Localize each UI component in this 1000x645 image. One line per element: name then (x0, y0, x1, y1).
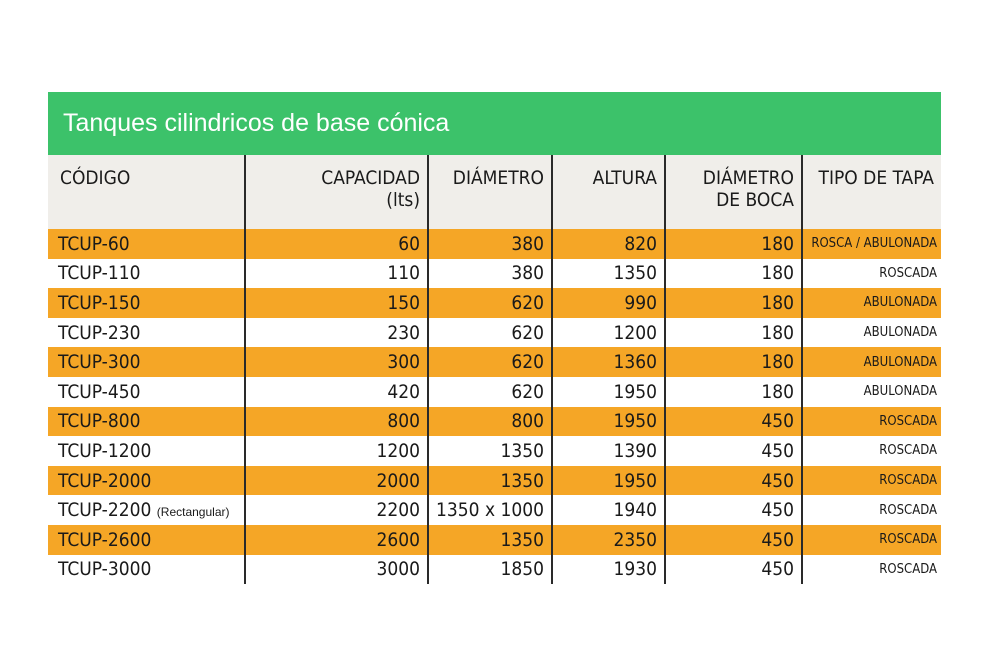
cell-altura: 1360 (552, 347, 665, 377)
cell-diametro: 620 (428, 318, 552, 348)
cell-diametro: 380 (428, 229, 552, 259)
cell-diametro: 620 (428, 347, 552, 377)
cell-capacidad: 2600 (245, 525, 428, 555)
cell-capacidad: 2000 (245, 466, 428, 496)
cell-diametro: 1850 (428, 555, 552, 585)
cell-capacidad: 2200 (245, 495, 428, 525)
codigo-value: TCUP-2000 (58, 469, 152, 492)
cell-codigo (48, 466, 245, 496)
cell-codigo (48, 495, 245, 525)
cell-tipo-tapa: ROSCA / ABULONADA (802, 229, 941, 259)
cell-codigo (48, 229, 245, 259)
cell-codigo (48, 525, 245, 555)
table-row (48, 436, 941, 466)
cell-capacidad: 110 (245, 259, 428, 289)
codigo-value: TCUP-230 (58, 321, 141, 344)
codigo-value: TCUP-150 (58, 291, 141, 314)
cell-diametro-boca: 450 (665, 525, 802, 555)
cell-diametro-boca: 180 (665, 377, 802, 407)
cell-altura: 1950 (552, 377, 665, 407)
header-capacidad-unit: (lts) (386, 189, 420, 211)
table-row (48, 495, 941, 525)
cell-diametro-boca: 450 (665, 436, 802, 466)
cell-diametro: 380 (428, 259, 552, 289)
product-table (48, 155, 941, 584)
cell-codigo (48, 555, 245, 585)
table-row (48, 229, 941, 259)
cell-diametro-boca: 180 (665, 347, 802, 377)
cell-diametro-boca: 450 (665, 466, 802, 496)
cell-diametro: 1350 (428, 525, 552, 555)
cell-tipo-tapa: ROSCADA (802, 436, 941, 466)
cell-diametro: 620 (428, 288, 552, 318)
cell-tipo-tapa: ROSCADA (802, 466, 941, 496)
cell-altura: 820 (552, 229, 665, 259)
header-diametro-boca-line1: DIÁMETRO (702, 167, 794, 189)
cell-altura: 1200 (552, 318, 665, 348)
codigo-value: TCUP-800 (58, 410, 141, 433)
cell-tipo-tapa: ABULONADA (802, 318, 941, 348)
cell-altura: 1940 (552, 495, 665, 525)
codigo-value: TCUP-60 (58, 232, 130, 255)
cell-capacidad: 1200 (245, 436, 428, 466)
cell-altura: 990 (552, 288, 665, 318)
cell-diametro-boca: 450 (665, 407, 802, 437)
header-diametro: DIÁMETRO (428, 155, 552, 229)
product-table-card (48, 92, 941, 584)
header-altura: ALTURA (552, 155, 665, 229)
cell-altura: 1930 (552, 555, 665, 585)
cell-tipo-tapa: ROSCADA (802, 495, 941, 525)
header-diametro-boca-line2: DE BOCA (716, 189, 794, 211)
cell-tipo-tapa: ROSCADA (802, 407, 941, 437)
cell-tipo-tapa: ROSCADA (802, 555, 941, 585)
header-codigo: CÓDIGO (48, 155, 245, 229)
header-tipo-tapa: TIPO DE TAPA (802, 155, 941, 229)
table-body (48, 229, 941, 584)
table-row (48, 347, 941, 377)
header-diametro-boca (665, 155, 802, 229)
cell-diametro: 1350 (428, 436, 552, 466)
cell-codigo (48, 436, 245, 466)
table-row (48, 318, 941, 348)
cell-capacidad: 800 (245, 407, 428, 437)
codigo-value: TCUP-3000 (58, 558, 152, 581)
table-title: Tanques cilindricos de base cónica (48, 92, 941, 155)
codigo-value: TCUP-450 (58, 380, 141, 403)
cell-diametro-boca: 450 (665, 555, 802, 585)
codigo-value: TCUP-300 (58, 351, 141, 374)
codigo-note: (Rectangular) (156, 505, 230, 520)
cell-capacidad: 3000 (245, 555, 428, 585)
cell-tipo-tapa: ROSCADA (802, 259, 941, 289)
cell-tipo-tapa: ABULONADA (802, 377, 941, 407)
cell-diametro-boca: 450 (665, 495, 802, 525)
table-row (48, 525, 941, 555)
cell-altura: 1390 (552, 436, 665, 466)
cell-codigo (48, 259, 245, 289)
cell-tipo-tapa: ABULONADA (802, 347, 941, 377)
cell-diametro-boca: 180 (665, 229, 802, 259)
cell-codigo (48, 318, 245, 348)
table-row (48, 377, 941, 407)
cell-altura: 1350 (552, 259, 665, 289)
cell-capacidad: 60 (245, 229, 428, 259)
codigo-value: TCUP-110 (58, 262, 141, 285)
cell-codigo (48, 377, 245, 407)
table-row (48, 407, 941, 437)
header-capacidad (245, 155, 428, 229)
cell-capacidad: 420 (245, 377, 428, 407)
codigo-value: TCUP-2200 (58, 499, 152, 522)
table-row (48, 259, 941, 289)
table-row (48, 288, 941, 318)
cell-tipo-tapa: ROSCADA (802, 525, 941, 555)
table-row (48, 466, 941, 496)
cell-codigo (48, 347, 245, 377)
cell-capacidad: 150 (245, 288, 428, 318)
header-capacidad-label: CAPACIDAD (321, 167, 420, 189)
cell-codigo (48, 407, 245, 437)
cell-altura: 2350 (552, 525, 665, 555)
header-row (48, 155, 941, 229)
cell-diametro: 1350 (428, 466, 552, 496)
table-row (48, 555, 941, 585)
cell-codigo (48, 288, 245, 318)
cell-diametro-boca: 180 (665, 288, 802, 318)
cell-diametro: 1350 x 1000 (428, 495, 552, 525)
cell-diametro: 800 (428, 407, 552, 437)
cell-capacidad: 230 (245, 318, 428, 348)
codigo-value: TCUP-1200 (58, 439, 152, 462)
cell-tipo-tapa: ABULONADA (802, 288, 941, 318)
cell-altura: 1950 (552, 466, 665, 496)
codigo-value: TCUP-2600 (58, 528, 152, 551)
cell-diametro-boca: 180 (665, 259, 802, 289)
cell-altura: 1950 (552, 407, 665, 437)
cell-diametro: 620 (428, 377, 552, 407)
cell-diametro-boca: 180 (665, 318, 802, 348)
cell-capacidad: 300 (245, 347, 428, 377)
